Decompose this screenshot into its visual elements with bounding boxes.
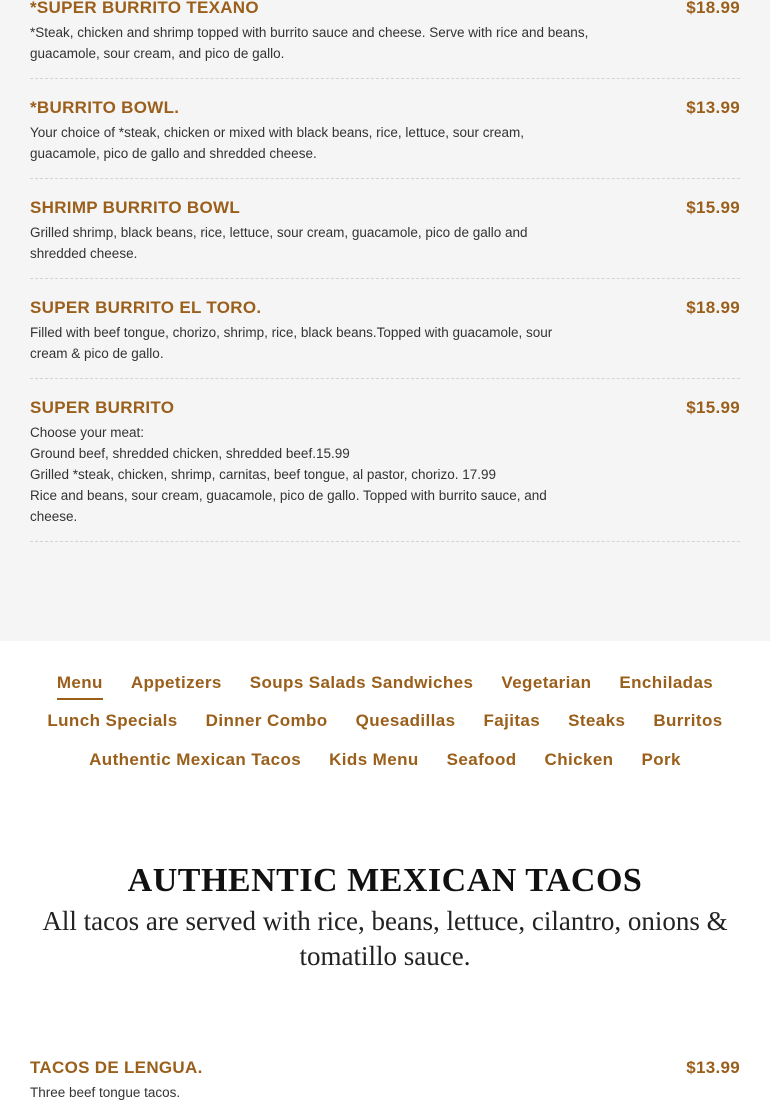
nav-link-soups-salads-sandwiches[interactable]: Soups Salads Sandwiches: [249, 673, 474, 692]
nav-link-seafood[interactable]: Seafood: [446, 750, 517, 769]
item-description: [30, 22, 595, 64]
nav-row-3: [0, 749, 770, 771]
menu-item-super-burrito-el-toro: [30, 298, 740, 368]
nav-link-menu[interactable]: Menu: [56, 673, 103, 692]
item-description: [30, 322, 595, 364]
nav-link-appetizers[interactable]: Appetizers: [130, 673, 222, 692]
nav-row-1: [0, 672, 770, 694]
item-price: $15.99: [686, 198, 740, 217]
nav-row-2: [0, 710, 770, 732]
menu-item-shrimp-burrito-bowl: [30, 198, 740, 268]
description-line: Ground beef, shredded chicken, shredded beef.15.99: [30, 446, 350, 461]
menu-item-burrito-bowl: [30, 98, 740, 168]
description-line: guacamole, sour cream, and pico de gallo.: [30, 46, 285, 61]
description-line: Rice and beans, sour cream, guacamole, pico de gallo. Topped with burrito sauce, and: [30, 488, 547, 503]
item-price: $13.99: [686, 98, 740, 117]
nav-link-kids-menu[interactable]: Kids Menu: [329, 750, 419, 769]
item-price: $18.99: [686, 0, 740, 17]
item-price: $15.99: [686, 398, 740, 417]
item-description: [30, 422, 595, 527]
description-line: Grilled *steak, chicken, shrimp, carnitas, beef tongue, al pastor, chorizo. 17.99: [30, 467, 496, 482]
description-line: cheese.: [30, 509, 78, 524]
item-description: [30, 122, 595, 164]
item-name: SUPER BURRITO EL TORO.: [30, 298, 262, 317]
description-line: shredded cheese.: [30, 246, 138, 261]
nav-link-lunch-specials[interactable]: Lunch Specials: [47, 711, 178, 730]
description-line: Your choice of *steak, chicken or mixed with black beans, rice, lettuce, sour cream,: [30, 125, 524, 140]
section-subtitle: All tacos are served with rice, beans, lettuce, cilantro, onions & tomatillo sauce.: [42, 906, 728, 971]
item-name: SHRIMP BURRITO BOWL: [30, 198, 241, 217]
nav-link-quesadillas[interactable]: Quesadillas: [355, 711, 456, 730]
nav-link-steaks[interactable]: Steaks: [568, 711, 626, 730]
item-description: [30, 1082, 595, 1103]
item-name: *SUPER BURRITO TEXANO: [30, 0, 259, 17]
description-line: Grilled shrimp, black beans, rice, lettuce, sour cream, guacamole, pico de gallo and: [30, 225, 528, 240]
description-line: Filled with beef tongue, chorizo, shrimp, rice, black beans.Topped with guacamole, sour: [30, 325, 553, 340]
item-price: $13.99: [686, 1058, 740, 1077]
menu-item-super-burrito: [30, 398, 740, 533]
description-line: *Steak, chicken and shrimp topped with burrito sauce and cheese. Serve with rice and beans,: [30, 25, 589, 40]
nav-link-authentic-mexican-tacos[interactable]: Authentic Mexican Tacos: [89, 750, 302, 769]
nav-link-chicken[interactable]: Chicken: [544, 750, 614, 769]
item-divider: [30, 278, 740, 279]
menu-item-tacos-de-lengua: [30, 1058, 740, 1098]
nav-link-pork[interactable]: Pork: [641, 750, 681, 769]
item-name: TACOS DE LENGUA.: [30, 1058, 203, 1077]
description-line: cream & pico de gallo.: [30, 346, 164, 361]
item-divider: [30, 178, 740, 179]
nav-link-vegetarian[interactable]: Vegetarian: [501, 673, 592, 692]
item-divider: [30, 541, 740, 542]
nav-link-fajitas[interactable]: Fajitas: [483, 711, 541, 730]
nav-link-burritos[interactable]: Burritos: [653, 711, 723, 730]
description-line: Choose your meat:: [30, 425, 145, 440]
item-name: SUPER BURRITO: [30, 398, 175, 417]
nav-link-enchiladas[interactable]: Enchiladas: [619, 673, 714, 692]
section-title: AUTHENTIC MEXICAN TACOS: [127, 862, 643, 899]
description-line: guacamole, pico de gallo and shredded cheese.: [30, 146, 317, 161]
item-description: [30, 222, 595, 264]
item-divider: [30, 378, 740, 379]
description-line: Three beef tongue tacos.: [30, 1085, 181, 1100]
item-divider: [30, 78, 740, 79]
menu-item-super-burrito-texano: [30, 0, 740, 68]
item-price: $18.99: [686, 298, 740, 317]
item-name: *BURRITO BOWL.: [30, 98, 180, 117]
nav-link-dinner-combo[interactable]: Dinner Combo: [205, 711, 328, 730]
